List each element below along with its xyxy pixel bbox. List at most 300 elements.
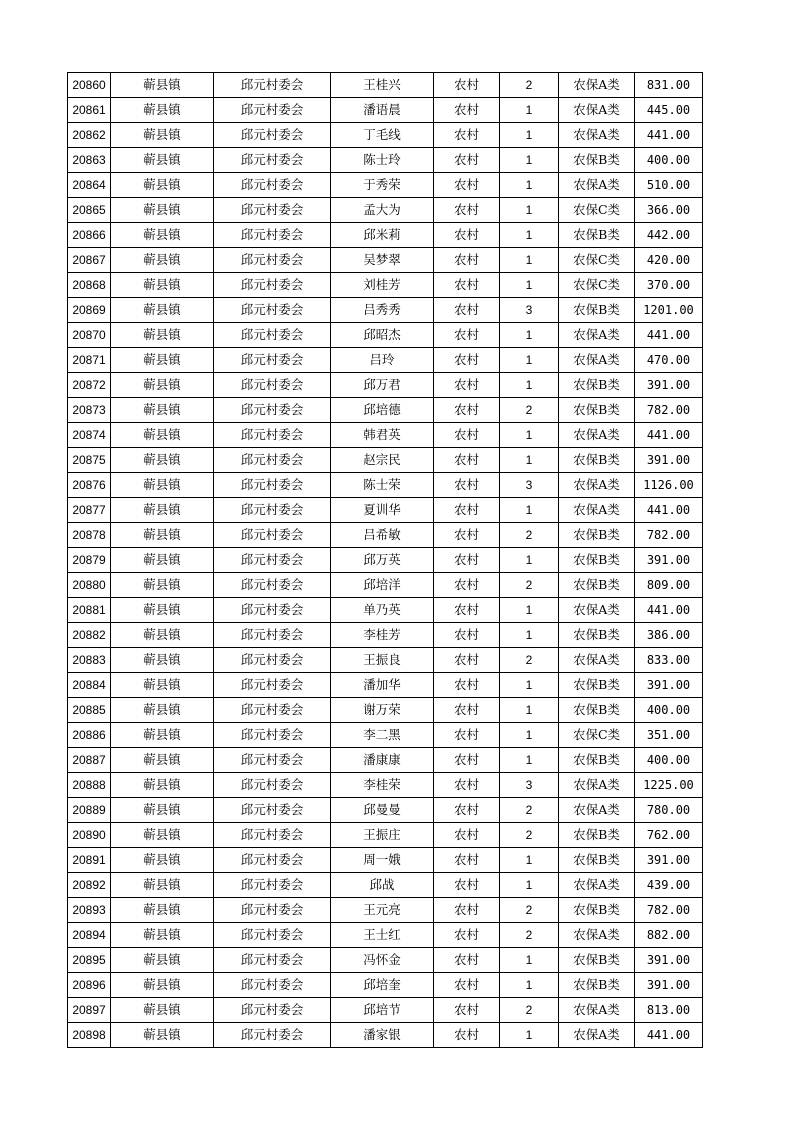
town-cell: 蕲县镇 — [111, 598, 214, 623]
household-size-cell: 1 — [500, 623, 559, 648]
person-name-cell: 潘家银 — [331, 1023, 434, 1048]
amount-cell: 1201.00 — [635, 298, 703, 323]
amount-cell: 809.00 — [635, 573, 703, 598]
person-name-cell: 韩君英 — [331, 423, 434, 448]
household-size-cell: 1 — [500, 848, 559, 873]
person-name-cell: 吕玲 — [331, 348, 434, 373]
person-name-cell: 王振庄 — [331, 823, 434, 848]
table-row — [68, 848, 703, 873]
household-size-cell: 1 — [500, 198, 559, 223]
town-cell: 蕲县镇 — [111, 473, 214, 498]
amount-cell: 442.00 — [635, 223, 703, 248]
table-row — [68, 448, 703, 473]
amount-cell: 782.00 — [635, 398, 703, 423]
serial-number-cell: 20887 — [68, 748, 111, 773]
town-cell: 蕲县镇 — [111, 423, 214, 448]
village-committee-cell: 邱元村委会 — [214, 98, 331, 123]
amount-cell: 366.00 — [635, 198, 703, 223]
household-size-cell: 2 — [500, 398, 559, 423]
amount-cell: 386.00 — [635, 623, 703, 648]
serial-number-cell: 20875 — [68, 448, 111, 473]
table-row — [68, 673, 703, 698]
area-type-cell: 农村 — [434, 373, 500, 398]
area-type-cell: 农村 — [434, 198, 500, 223]
serial-number-cell: 20880 — [68, 573, 111, 598]
village-committee-cell: 邱元村委会 — [214, 748, 331, 773]
village-committee-cell: 邱元村委会 — [214, 498, 331, 523]
table-row — [68, 498, 703, 523]
amount-cell: 391.00 — [635, 673, 703, 698]
village-committee-cell: 邱元村委会 — [214, 698, 331, 723]
person-name-cell: 李桂荣 — [331, 773, 434, 798]
insurance-category-cell: 农保B类 — [559, 898, 635, 923]
table-row — [68, 248, 703, 273]
table-row — [68, 1023, 703, 1048]
serial-number-cell: 20866 — [68, 223, 111, 248]
serial-number-cell: 20888 — [68, 773, 111, 798]
table-row — [68, 648, 703, 673]
household-size-cell: 1 — [500, 223, 559, 248]
household-size-cell: 2 — [500, 523, 559, 548]
village-committee-cell: 邱元村委会 — [214, 248, 331, 273]
insurance-category-cell: 农保A类 — [559, 173, 635, 198]
town-cell: 蕲县镇 — [111, 648, 214, 673]
amount-cell: 510.00 — [635, 173, 703, 198]
household-size-cell: 2 — [500, 923, 559, 948]
town-cell: 蕲县镇 — [111, 98, 214, 123]
serial-number-cell: 20891 — [68, 848, 111, 873]
town-cell: 蕲县镇 — [111, 323, 214, 348]
person-name-cell: 周一娥 — [331, 848, 434, 873]
serial-number-cell: 20864 — [68, 173, 111, 198]
amount-cell: 420.00 — [635, 248, 703, 273]
town-cell: 蕲县镇 — [111, 548, 214, 573]
serial-number-cell: 20893 — [68, 898, 111, 923]
person-name-cell: 邱培节 — [331, 998, 434, 1023]
table-row — [68, 998, 703, 1023]
area-type-cell: 农村 — [434, 948, 500, 973]
area-type-cell: 农村 — [434, 348, 500, 373]
town-cell: 蕲县镇 — [111, 523, 214, 548]
table-row — [68, 948, 703, 973]
table-row — [68, 573, 703, 598]
household-size-cell: 3 — [500, 773, 559, 798]
serial-number-cell: 20878 — [68, 523, 111, 548]
table-row — [68, 423, 703, 448]
amount-cell: 762.00 — [635, 823, 703, 848]
area-type-cell: 农村 — [434, 473, 500, 498]
area-type-cell: 农村 — [434, 848, 500, 873]
village-committee-cell: 邱元村委会 — [214, 848, 331, 873]
household-size-cell: 1 — [500, 748, 559, 773]
serial-number-cell: 20895 — [68, 948, 111, 973]
amount-cell: 439.00 — [635, 873, 703, 898]
person-name-cell: 邱曼曼 — [331, 798, 434, 823]
insurance-category-cell: 农保C类 — [559, 273, 635, 298]
area-type-cell: 农村 — [434, 923, 500, 948]
amount-cell: 441.00 — [635, 498, 703, 523]
table-row — [68, 623, 703, 648]
town-cell: 蕲县镇 — [111, 698, 214, 723]
area-type-cell: 农村 — [434, 598, 500, 623]
area-type-cell: 农村 — [434, 123, 500, 148]
table-row — [68, 748, 703, 773]
amount-cell: 813.00 — [635, 998, 703, 1023]
village-committee-cell: 邱元村委会 — [214, 273, 331, 298]
area-type-cell: 农村 — [434, 148, 500, 173]
amount-cell: 441.00 — [635, 323, 703, 348]
person-name-cell: 王振良 — [331, 648, 434, 673]
amount-cell: 441.00 — [635, 423, 703, 448]
serial-number-cell: 20894 — [68, 923, 111, 948]
village-committee-cell: 邱元村委会 — [214, 548, 331, 573]
area-type-cell: 农村 — [434, 673, 500, 698]
village-committee-cell: 邱元村委会 — [214, 398, 331, 423]
serial-number-cell: 20897 — [68, 998, 111, 1023]
village-committee-cell: 邱元村委会 — [214, 723, 331, 748]
area-type-cell: 农村 — [434, 173, 500, 198]
insurance-category-cell: 农保C类 — [559, 198, 635, 223]
serial-number-cell: 20876 — [68, 473, 111, 498]
serial-number-cell: 20885 — [68, 698, 111, 723]
amount-cell: 833.00 — [635, 648, 703, 673]
insurance-category-cell: 农保A类 — [559, 498, 635, 523]
household-size-cell: 1 — [500, 498, 559, 523]
table-row — [68, 698, 703, 723]
serial-number-cell: 20860 — [68, 73, 111, 98]
serial-number-cell: 20872 — [68, 373, 111, 398]
village-committee-cell: 邱元村委会 — [214, 673, 331, 698]
serial-number-cell: 20868 — [68, 273, 111, 298]
town-cell: 蕲县镇 — [111, 198, 214, 223]
town-cell: 蕲县镇 — [111, 973, 214, 998]
area-type-cell: 农村 — [434, 448, 500, 473]
table-row — [68, 298, 703, 323]
area-type-cell: 农村 — [434, 273, 500, 298]
person-name-cell: 李桂芳 — [331, 623, 434, 648]
person-name-cell: 邱培奎 — [331, 973, 434, 998]
household-size-cell: 1 — [500, 723, 559, 748]
insurance-category-cell: 农保B类 — [559, 448, 635, 473]
town-cell: 蕲县镇 — [111, 173, 214, 198]
household-size-cell: 2 — [500, 648, 559, 673]
person-name-cell: 吕希敏 — [331, 523, 434, 548]
household-size-cell: 1 — [500, 173, 559, 198]
town-cell: 蕲县镇 — [111, 223, 214, 248]
village-committee-cell: 邱元村委会 — [214, 423, 331, 448]
table-row — [68, 273, 703, 298]
serial-number-cell: 20892 — [68, 873, 111, 898]
village-committee-cell: 邱元村委会 — [214, 298, 331, 323]
table-row — [68, 973, 703, 998]
person-name-cell: 潘加华 — [331, 673, 434, 698]
household-size-cell: 1 — [500, 873, 559, 898]
village-committee-cell: 邱元村委会 — [214, 823, 331, 848]
person-name-cell: 潘语晨 — [331, 98, 434, 123]
household-size-cell: 3 — [500, 473, 559, 498]
table-row — [68, 398, 703, 423]
table-row — [68, 123, 703, 148]
amount-cell: 441.00 — [635, 1023, 703, 1048]
household-size-cell: 2 — [500, 998, 559, 1023]
amount-cell: 882.00 — [635, 923, 703, 948]
household-size-cell: 1 — [500, 273, 559, 298]
table-row — [68, 873, 703, 898]
insurance-category-cell: 农保B类 — [559, 673, 635, 698]
area-type-cell: 农村 — [434, 98, 500, 123]
amount-cell: 391.00 — [635, 373, 703, 398]
town-cell: 蕲县镇 — [111, 673, 214, 698]
table-row — [68, 548, 703, 573]
village-committee-cell: 邱元村委会 — [214, 598, 331, 623]
town-cell: 蕲县镇 — [111, 248, 214, 273]
person-name-cell: 于秀荣 — [331, 173, 434, 198]
serial-number-cell: 20884 — [68, 673, 111, 698]
person-name-cell: 邱昭杰 — [331, 323, 434, 348]
table-row — [68, 523, 703, 548]
town-cell: 蕲县镇 — [111, 798, 214, 823]
household-size-cell: 1 — [500, 323, 559, 348]
insurance-category-cell: 农保B类 — [559, 623, 635, 648]
amount-cell: 470.00 — [635, 348, 703, 373]
household-size-cell: 1 — [500, 673, 559, 698]
village-committee-cell: 邱元村委会 — [214, 948, 331, 973]
town-cell: 蕲县镇 — [111, 923, 214, 948]
amount-cell: 351.00 — [635, 723, 703, 748]
area-type-cell: 农村 — [434, 498, 500, 523]
town-cell: 蕲县镇 — [111, 773, 214, 798]
person-name-cell: 王元亮 — [331, 898, 434, 923]
table-row — [68, 73, 703, 98]
table-row — [68, 723, 703, 748]
household-size-cell: 1 — [500, 1023, 559, 1048]
household-size-cell: 1 — [500, 698, 559, 723]
table-row — [68, 173, 703, 198]
insurance-category-cell: 农保A类 — [559, 798, 635, 823]
amount-cell: 1126.00 — [635, 473, 703, 498]
area-type-cell: 农村 — [434, 773, 500, 798]
area-type-cell: 农村 — [434, 323, 500, 348]
household-size-cell: 2 — [500, 823, 559, 848]
household-size-cell: 1 — [500, 373, 559, 398]
insurance-category-cell: 农保A类 — [559, 1023, 635, 1048]
person-name-cell: 陈士荣 — [331, 473, 434, 498]
insurance-category-cell: 农保A类 — [559, 923, 635, 948]
serial-number-cell: 20873 — [68, 398, 111, 423]
household-size-cell: 1 — [500, 973, 559, 998]
household-size-cell: 2 — [500, 798, 559, 823]
area-type-cell: 农村 — [434, 698, 500, 723]
amount-cell: 441.00 — [635, 598, 703, 623]
village-committee-cell: 邱元村委会 — [214, 923, 331, 948]
person-name-cell: 邱米莉 — [331, 223, 434, 248]
household-size-cell: 1 — [500, 148, 559, 173]
area-type-cell: 农村 — [434, 823, 500, 848]
household-size-cell: 1 — [500, 348, 559, 373]
household-size-cell: 2 — [500, 73, 559, 98]
serial-number-cell: 20863 — [68, 148, 111, 173]
serial-number-cell: 20881 — [68, 598, 111, 623]
household-size-cell: 1 — [500, 448, 559, 473]
serial-number-cell: 20861 — [68, 98, 111, 123]
serial-number-cell: 20874 — [68, 423, 111, 448]
insurance-category-cell: 农保A类 — [559, 998, 635, 1023]
amount-cell: 391.00 — [635, 848, 703, 873]
person-name-cell: 王桂兴 — [331, 73, 434, 98]
area-type-cell: 农村 — [434, 873, 500, 898]
town-cell: 蕲县镇 — [111, 1023, 214, 1048]
insurance-category-cell: 农保B类 — [559, 548, 635, 573]
table-row — [68, 823, 703, 848]
insurance-category-cell: 农保B类 — [559, 398, 635, 423]
town-cell: 蕲县镇 — [111, 623, 214, 648]
area-type-cell: 农村 — [434, 298, 500, 323]
household-size-cell: 1 — [500, 548, 559, 573]
insurance-category-cell: 农保A类 — [559, 323, 635, 348]
insurance-category-cell: 农保B类 — [559, 848, 635, 873]
insurance-category-cell: 农保C类 — [559, 723, 635, 748]
amount-cell: 445.00 — [635, 98, 703, 123]
person-name-cell: 吴梦翠 — [331, 248, 434, 273]
serial-number-cell: 20871 — [68, 348, 111, 373]
insurance-category-cell: 农保B类 — [559, 298, 635, 323]
amount-cell: 391.00 — [635, 548, 703, 573]
person-name-cell: 冯怀金 — [331, 948, 434, 973]
table-row — [68, 923, 703, 948]
amount-cell: 831.00 — [635, 73, 703, 98]
village-committee-cell: 邱元村委会 — [214, 223, 331, 248]
village-committee-cell: 邱元村委会 — [214, 623, 331, 648]
village-committee-cell: 邱元村委会 — [214, 573, 331, 598]
village-committee-cell: 邱元村委会 — [214, 998, 331, 1023]
insurance-category-cell: 农保B类 — [559, 698, 635, 723]
person-name-cell: 邱万英 — [331, 548, 434, 573]
amount-cell: 400.00 — [635, 748, 703, 773]
town-cell: 蕲县镇 — [111, 498, 214, 523]
insurance-category-cell: 农保A类 — [559, 473, 635, 498]
table-row — [68, 473, 703, 498]
household-size-cell: 1 — [500, 248, 559, 273]
town-cell: 蕲县镇 — [111, 373, 214, 398]
area-type-cell: 农村 — [434, 223, 500, 248]
village-committee-cell: 邱元村委会 — [214, 523, 331, 548]
village-committee-cell: 邱元村委会 — [214, 1023, 331, 1048]
household-size-cell: 2 — [500, 898, 559, 923]
allowance-table — [67, 72, 703, 1048]
town-cell: 蕲县镇 — [111, 348, 214, 373]
village-committee-cell: 邱元村委会 — [214, 348, 331, 373]
area-type-cell: 农村 — [434, 248, 500, 273]
area-type-cell: 农村 — [434, 723, 500, 748]
person-name-cell: 李二黑 — [331, 723, 434, 748]
person-name-cell: 王士红 — [331, 923, 434, 948]
insurance-category-cell: 农保B类 — [559, 823, 635, 848]
table-row — [68, 323, 703, 348]
amount-cell: 391.00 — [635, 973, 703, 998]
household-size-cell: 1 — [500, 948, 559, 973]
town-cell: 蕲县镇 — [111, 823, 214, 848]
town-cell: 蕲县镇 — [111, 73, 214, 98]
table-row — [68, 223, 703, 248]
amount-cell: 391.00 — [635, 448, 703, 473]
serial-number-cell: 20877 — [68, 498, 111, 523]
insurance-category-cell: 农保A类 — [559, 73, 635, 98]
serial-number-cell: 20883 — [68, 648, 111, 673]
town-cell: 蕲县镇 — [111, 273, 214, 298]
area-type-cell: 农村 — [434, 573, 500, 598]
amount-cell: 782.00 — [635, 523, 703, 548]
town-cell: 蕲县镇 — [111, 123, 214, 148]
table-row — [68, 773, 703, 798]
table-row — [68, 98, 703, 123]
village-committee-cell: 邱元村委会 — [214, 198, 331, 223]
town-cell: 蕲县镇 — [111, 573, 214, 598]
household-size-cell: 1 — [500, 598, 559, 623]
town-cell: 蕲县镇 — [111, 298, 214, 323]
insurance-category-cell: 农保A类 — [559, 873, 635, 898]
insurance-category-cell: 农保B类 — [559, 148, 635, 173]
area-type-cell: 农村 — [434, 648, 500, 673]
person-name-cell: 潘康康 — [331, 748, 434, 773]
household-size-cell: 3 — [500, 298, 559, 323]
serial-number-cell: 20896 — [68, 973, 111, 998]
area-type-cell: 农村 — [434, 898, 500, 923]
village-committee-cell: 邱元村委会 — [214, 873, 331, 898]
town-cell: 蕲县镇 — [111, 148, 214, 173]
village-committee-cell: 邱元村委会 — [214, 648, 331, 673]
serial-number-cell: 20867 — [68, 248, 111, 273]
amount-cell: 370.00 — [635, 273, 703, 298]
insurance-category-cell: 农保A类 — [559, 598, 635, 623]
village-committee-cell: 邱元村委会 — [214, 373, 331, 398]
village-committee-cell: 邱元村委会 — [214, 448, 331, 473]
amount-cell: 391.00 — [635, 948, 703, 973]
town-cell: 蕲县镇 — [111, 398, 214, 423]
person-name-cell: 赵宗民 — [331, 448, 434, 473]
amount-cell: 400.00 — [635, 698, 703, 723]
insurance-category-cell: 农保B类 — [559, 573, 635, 598]
table-row — [68, 373, 703, 398]
insurance-category-cell: 农保B类 — [559, 523, 635, 548]
area-type-cell: 农村 — [434, 523, 500, 548]
person-name-cell: 吕秀秀 — [331, 298, 434, 323]
village-committee-cell: 邱元村委会 — [214, 173, 331, 198]
person-name-cell: 丁毛线 — [331, 123, 434, 148]
serial-number-cell: 20870 — [68, 323, 111, 348]
insurance-category-cell: 农保A类 — [559, 648, 635, 673]
town-cell: 蕲县镇 — [111, 948, 214, 973]
insurance-category-cell: 农保B类 — [559, 373, 635, 398]
household-size-cell: 2 — [500, 573, 559, 598]
person-name-cell: 邱培德 — [331, 398, 434, 423]
town-cell: 蕲县镇 — [111, 448, 214, 473]
village-committee-cell: 邱元村委会 — [214, 473, 331, 498]
table-body — [68, 73, 703, 1048]
insurance-category-cell: 农保A类 — [559, 98, 635, 123]
serial-number-cell: 20889 — [68, 798, 111, 823]
table-row — [68, 798, 703, 823]
table-row — [68, 898, 703, 923]
person-name-cell: 夏训华 — [331, 498, 434, 523]
amount-cell: 400.00 — [635, 148, 703, 173]
table-row — [68, 148, 703, 173]
table-row — [68, 348, 703, 373]
village-committee-cell: 邱元村委会 — [214, 973, 331, 998]
person-name-cell: 刘桂芳 — [331, 273, 434, 298]
village-committee-cell: 邱元村委会 — [214, 798, 331, 823]
person-name-cell: 陈士玲 — [331, 148, 434, 173]
area-type-cell: 农村 — [434, 423, 500, 448]
